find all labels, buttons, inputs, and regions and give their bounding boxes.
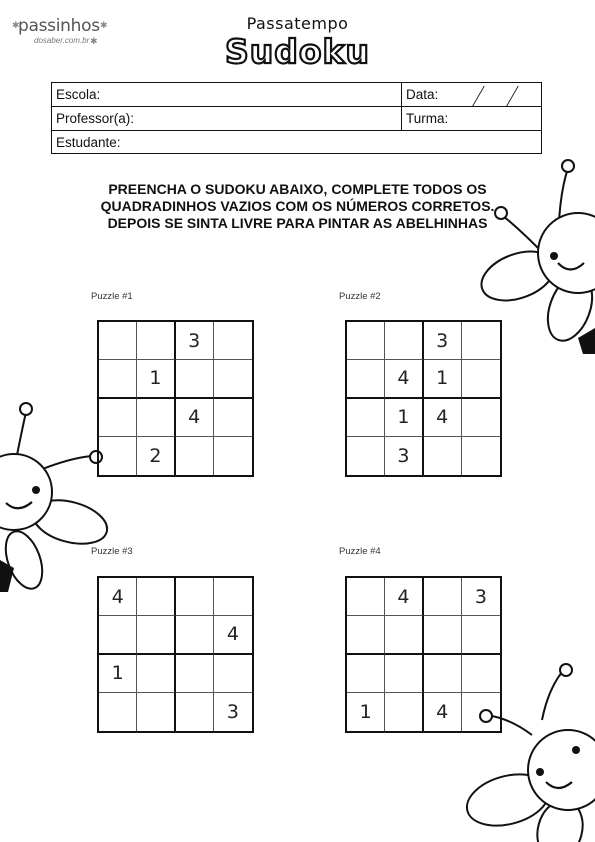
sudoku-cell[interactable] [176, 693, 214, 731]
sudoku-cell[interactable] [99, 322, 137, 360]
logo-sub: dosaber.com.br [34, 36, 90, 45]
sudoku-cell[interactable] [462, 399, 500, 437]
sudoku-cell[interactable] [99, 437, 137, 475]
puzzle-label: Puzzle #2 [339, 291, 381, 302]
sudoku-cell: 3 [226, 700, 239, 723]
sudoku-cell[interactable] [462, 616, 500, 654]
sudoku-cell: 4 [424, 693, 462, 731]
sudoku-cell: 3 [424, 322, 462, 360]
teacher-field[interactable] [52, 107, 401, 130]
logo-dot-icon: ✱ [100, 20, 108, 30]
sudoku-cell[interactable] [424, 437, 462, 475]
sudoku-cell[interactable] [214, 322, 252, 360]
sudoku-cell[interactable] [137, 616, 175, 654]
sudoku-cell[interactable] [176, 360, 214, 398]
sudoku-cell[interactable] [347, 655, 385, 693]
sudoku-cell[interactable] [137, 578, 175, 616]
bee-icon [0, 400, 112, 600]
sudoku-cell[interactable] [347, 322, 385, 360]
page-title: Sudoku [225, 32, 370, 71]
sudoku-cell: 1 [137, 360, 175, 398]
sudoku-cell[interactable] [385, 616, 423, 654]
sudoku-grid-3 [97, 576, 254, 733]
form-row [52, 131, 541, 155]
sudoku-cell[interactable] [99, 399, 137, 437]
form-row [52, 83, 541, 107]
logo-name: passinhos [18, 16, 100, 36]
sudoku-cell[interactable] [347, 578, 385, 616]
sudoku-cell: 1 [424, 360, 462, 398]
student-label: Estudante: [56, 135, 121, 150]
sudoku-cell[interactable] [176, 616, 214, 654]
sudoku-cell[interactable] [462, 437, 500, 475]
sudoku-cell[interactable] [385, 655, 423, 693]
sudoku-cell: 1 [385, 399, 423, 437]
sudoku-cell[interactable] [99, 360, 137, 398]
sudoku-cell[interactable] [137, 322, 175, 360]
sudoku-grid-2 [345, 320, 502, 477]
teacher-label: Professor(a): [56, 111, 135, 126]
sudoku-cell: 1 [99, 655, 137, 693]
sudoku-cell: 4 [424, 399, 462, 437]
sudoku-cell[interactable] [176, 437, 214, 475]
sudoku-cell[interactable] [385, 693, 423, 731]
sudoku-cell[interactable] [424, 655, 462, 693]
page-pretitle: Passatempo [246, 14, 349, 33]
sudoku-cell[interactable] [137, 693, 175, 731]
sudoku-cell[interactable] [385, 322, 423, 360]
sudoku-cell[interactable] [462, 360, 500, 398]
sudoku-cell[interactable] [347, 437, 385, 475]
sudoku-cell: 2 [137, 437, 175, 475]
logo-dot-icon: ✱ [90, 36, 98, 46]
puzzle-label: Puzzle #3 [91, 546, 133, 557]
sudoku-cell[interactable] [176, 655, 214, 693]
sudoku-cell[interactable] [424, 616, 462, 654]
sudoku-cell[interactable] [214, 437, 252, 475]
school-field[interactable] [52, 83, 401, 106]
sudoku-cell[interactable] [176, 578, 214, 616]
sudoku-cell[interactable] [99, 616, 137, 654]
sudoku-cell[interactable] [214, 655, 252, 693]
sudoku-cell[interactable] [214, 360, 252, 398]
student-info-form [51, 82, 542, 154]
date-field[interactable] [401, 83, 541, 106]
sudoku-cell: 1 [347, 693, 385, 731]
form-row [52, 107, 541, 131]
puzzle-label: Puzzle #1 [91, 291, 133, 302]
sudoku-cell: 4 [176, 399, 214, 437]
sudoku-cell[interactable] [462, 655, 500, 693]
sudoku-cell[interactable] [99, 693, 137, 731]
sudoku-cell[interactable] [462, 322, 500, 360]
sudoku-cell: 4 [214, 616, 252, 654]
puzzle-label: Puzzle #4 [339, 546, 381, 557]
logo-dot-icon: ✱ [12, 20, 20, 30]
student-field[interactable] [52, 131, 541, 155]
sudoku-cell: 4 [99, 578, 137, 616]
sudoku-cell: 3 [176, 322, 214, 360]
date-separator [506, 86, 519, 106]
sudoku-grid-1 [97, 320, 254, 477]
class-field[interactable] [401, 107, 541, 130]
date-label: Data: [406, 87, 439, 102]
sudoku-cell: 3 [385, 437, 423, 475]
sudoku-cell[interactable] [214, 399, 252, 437]
school-label: Escola: [56, 87, 101, 102]
sudoku-cell[interactable] [424, 578, 462, 616]
sudoku-cell: 4 [385, 578, 423, 616]
sudoku-grid-4 [345, 576, 502, 733]
sudoku-cell[interactable] [347, 360, 385, 398]
sudoku-cell: 4 [385, 360, 423, 398]
sudoku-cell[interactable] [462, 693, 500, 731]
instructions: PREENCHA O SUDOKU ABAIXO, COMPLETE TODOS OS QUADRADINHOS VAZIOS COM OS NÚMEROS CORRETOS. DEPOIS SE SINTA LIVRE PARA PINTAR AS ABELHINHAS [100, 181, 495, 231]
sudoku-cell[interactable] [137, 655, 175, 693]
date-separator [472, 86, 485, 106]
sudoku-cell[interactable] [214, 578, 252, 616]
class-label: Turma: [406, 111, 449, 126]
sudoku-cell[interactable] [347, 616, 385, 654]
sudoku-cell[interactable] [347, 399, 385, 437]
sudoku-cell: 3 [462, 578, 500, 616]
sudoku-cell[interactable] [137, 399, 175, 437]
